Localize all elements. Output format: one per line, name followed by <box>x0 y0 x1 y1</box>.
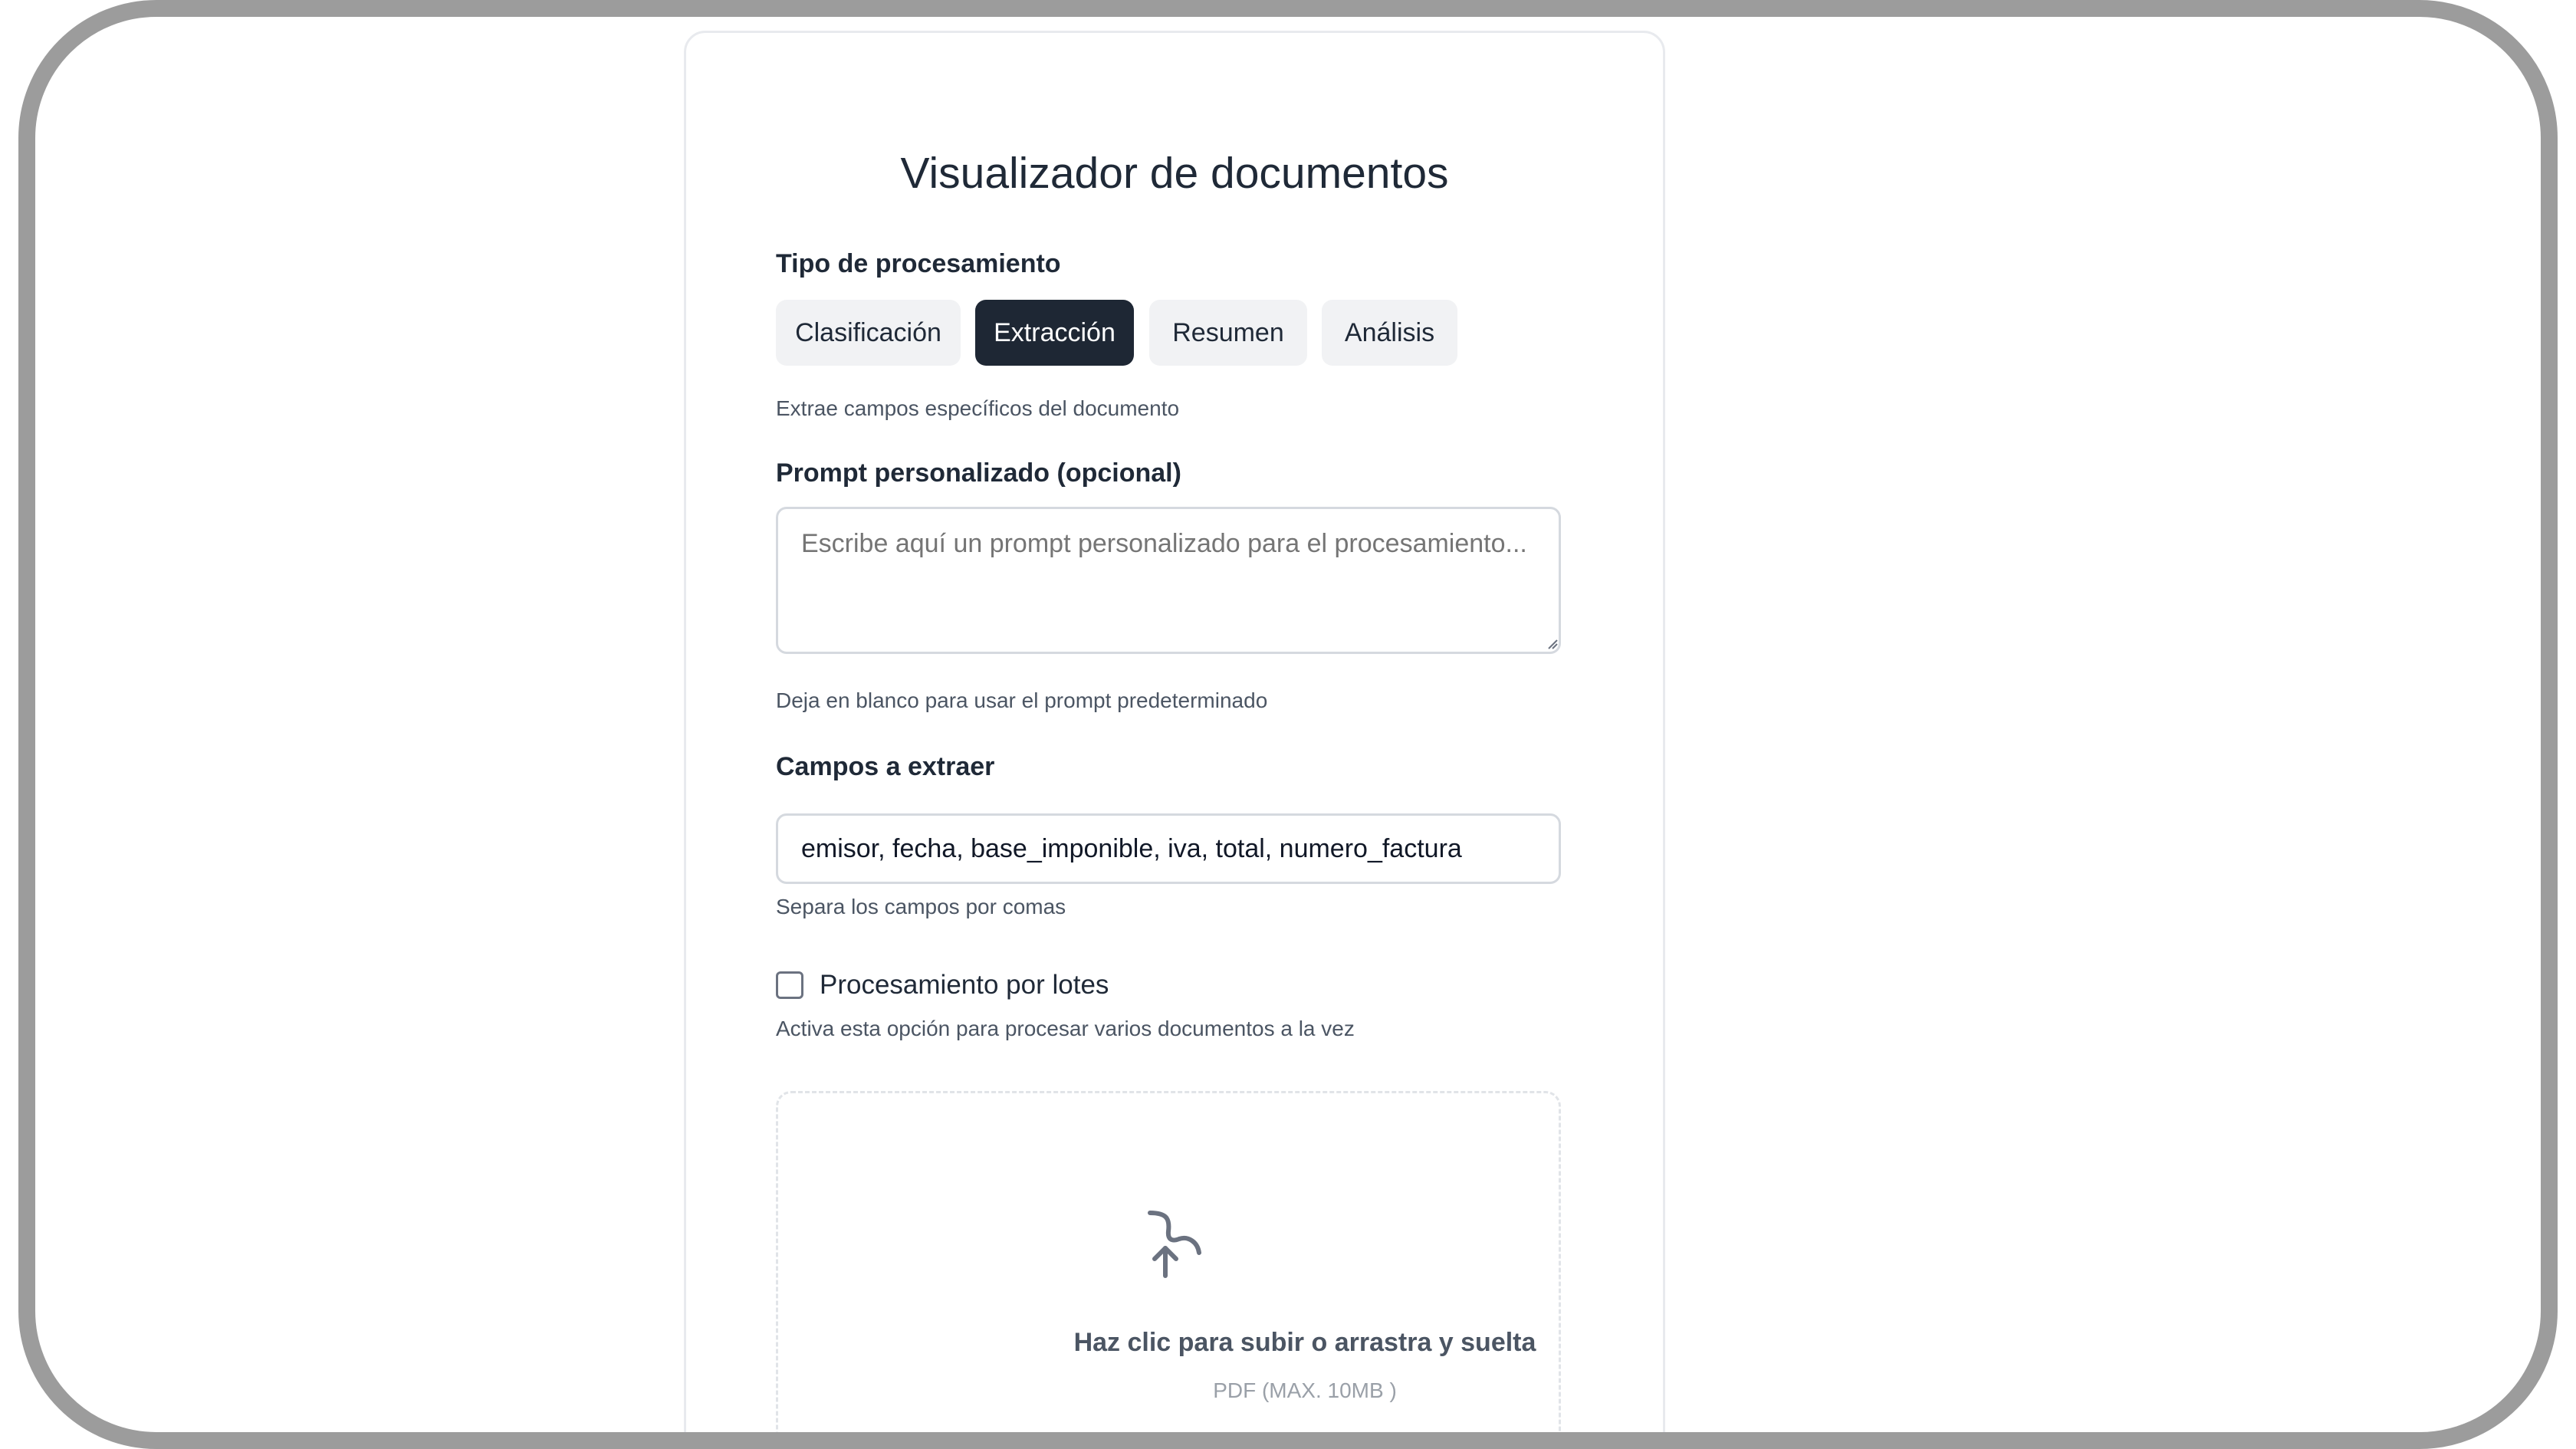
fields-input[interactable] <box>776 813 1561 884</box>
processing-help: Extrae campos específicos del documento <box>776 396 1180 420</box>
fields-help: Separa los campos por comas <box>776 895 1066 918</box>
batch-checkbox[interactable] <box>776 971 803 999</box>
resize-grip-icon[interactable] <box>1547 639 1558 649</box>
upload-arrow-icon <box>1145 1208 1207 1279</box>
batch-help: Activa esta opción para procesar varios documentos a la vez <box>776 1017 1355 1040</box>
tab-resumen[interactable]: Resumen <box>1149 300 1307 366</box>
fields-label: Campos a extraer <box>776 752 995 781</box>
processing-type-label: Tipo de procesamiento <box>776 249 1061 278</box>
prompt-textarea[interactable] <box>776 507 1561 654</box>
tab-clasificacion[interactable]: Clasificación <box>776 300 961 366</box>
tab-analisis[interactable]: Análisis <box>1322 300 1457 366</box>
upload-instruction: Haz clic para subir o arrastra y suelta <box>1073 1328 1536 1357</box>
tab-extraccion[interactable]: Extracción <box>975 300 1134 366</box>
prompt-label: Prompt personalizado (opcional) <box>776 458 1181 488</box>
prompt-help: Deja en blanco para usar el prompt predeterminado <box>776 688 1268 712</box>
upload-file-limits: PDF (MAX. 10MB ) <box>1213 1378 1397 1402</box>
page-title: Visualizador de documentos <box>900 149 1449 198</box>
device-frame <box>18 0 2558 1449</box>
batch-label[interactable]: Procesamiento por lotes <box>820 970 1109 1000</box>
